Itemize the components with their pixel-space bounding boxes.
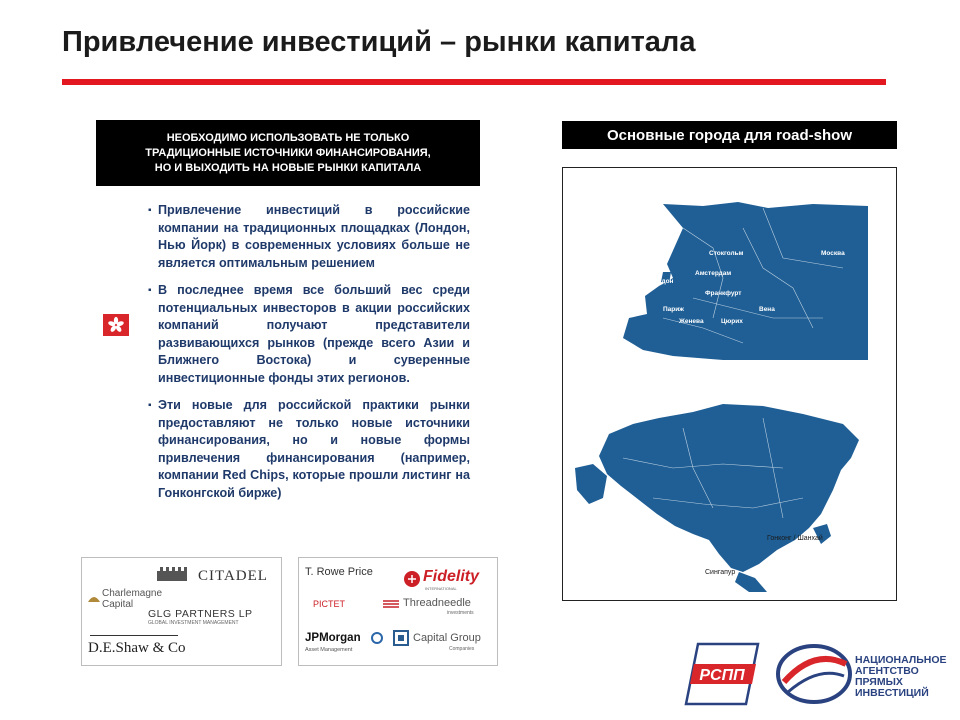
banner-line: ТРАДИЦИОННЫЕ ИСТОЧНИКИ ФИНАНСИРОВАНИЯ, [145, 146, 431, 159]
capital-group-logo-sub: Companies [449, 646, 475, 652]
bullet-item: ▪ Привлечение инвестиций в российские компании на традиционных площадках (Лондон, Нью Йорк) в современных условиях больше не является оптимальным решением [148, 202, 470, 272]
map-city-label: Гонконг / Шанхай [767, 535, 823, 542]
map-heading: Основные города для road-show [562, 121, 897, 149]
trowe-price-logo: T. Rowe Price [305, 566, 373, 578]
glg-logo-sub: GLOBAL INVESTMENT MANAGEMENT [148, 620, 239, 626]
naidi-line: АГЕНТСТВО [855, 665, 919, 677]
capital-group-mark-icon [393, 630, 409, 646]
naidi-logo-text [855, 655, 947, 699]
rspp-logo [676, 640, 760, 708]
map-city-label: Женева [679, 318, 704, 325]
map-city-label: Франкфурт [705, 290, 742, 297]
investor-logos-box [298, 557, 498, 666]
title-divider [62, 79, 886, 85]
fidelity-logo: Fidelity [423, 568, 480, 585]
citadel-logo: CITADEL [198, 568, 268, 584]
banner-line: НЕОБХОДИМО ИСПОЛЬЗОВАТЬ НЕ ТОЛЬКО [166, 131, 410, 144]
jpmorgan-logo-sub: Asset Management [305, 647, 353, 653]
charlemagne-logo: Charlemagne [102, 588, 163, 599]
pictet-logo: PICTET [313, 599, 346, 609]
hong-kong-flag-icon [103, 314, 129, 336]
threadneedle-logo-sub: investments [447, 610, 474, 616]
naidi-line: НАЦИОНАЛЬНОЕ [855, 654, 947, 666]
map-city-label: Цюрих [721, 318, 743, 325]
banner-line: НО И ВЫХОДИТЬ НА НОВЫЕ РЫНКИ КАПИТАЛА [154, 161, 422, 174]
threadneedle-mark-icon [383, 598, 399, 610]
deshaw-logo: D.E.Shaw & Co [88, 640, 186, 656]
map-city-label: Сингапур [705, 569, 736, 576]
map-city-label: Стокгольм [709, 250, 744, 257]
fidelity-mark-icon [403, 570, 421, 588]
threadneedle-logo: Threadneedle [403, 597, 471, 609]
citadel-tower-icon [157, 567, 187, 581]
jpmorgan-logo: JPMorgan [305, 632, 361, 644]
naidi-line: ПРЯМЫХ [855, 676, 903, 688]
investor-logos-box [81, 557, 282, 666]
capital-group-logo: Capital Group [413, 632, 481, 644]
bullet-list [148, 202, 470, 512]
charlemagne-mark-icon [88, 592, 100, 602]
key-message-banner [96, 120, 480, 186]
bullet-item: ▪ Эти новые для российской практики рынки предоставляют не только новые источники финансирования, но и новые формы привлечения финансирования (например, компании Red Chips, которые прошли листинг на Гонконгской бирже) [148, 397, 470, 502]
page-title: Привлечение инвестиций – рынки капитала [62, 26, 696, 58]
jpmorgan-mark-icon [371, 632, 383, 644]
charlemagne-logo-sub: Capital [102, 599, 134, 610]
europe-asia-map-image [563, 168, 896, 600]
road-show-map [562, 167, 897, 601]
fidelity-logo-sub: INTERNATIONAL [425, 586, 457, 591]
map-city-label: Париж [663, 306, 684, 313]
naidi-line: ИНВЕСТИЦИЙ [855, 687, 929, 699]
bullet-item: ▪ В последнее время все больший вес среди потенциальных инвесторов в акции российских компаний получают представители развивающихся рынков (прежде всего Азии и Ближнего Востока) и суверенные инвестиционные фонды этих регионов. [148, 282, 470, 387]
glg-logo: GLG PARTNERS LP [148, 608, 253, 620]
map-city-label: Вена [759, 306, 775, 313]
map-city-label: Москва [821, 250, 845, 257]
logo-divider [90, 635, 178, 636]
rspp-logo-text: РСПП [699, 667, 745, 684]
map-city-label: Амстердам [695, 270, 732, 277]
naidi-logo-mark-icon [774, 642, 852, 706]
map-city-label: Лондон [649, 278, 674, 285]
